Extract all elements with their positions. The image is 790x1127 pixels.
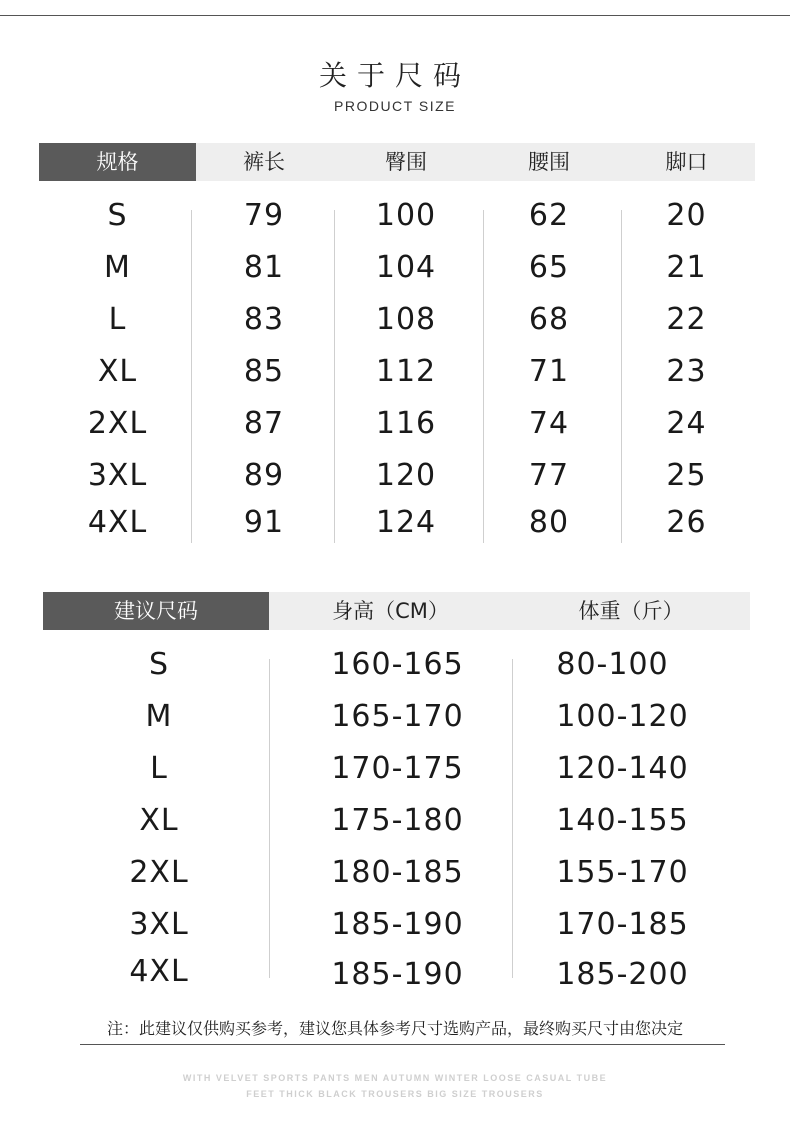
length-cell: 89 <box>243 458 285 493</box>
hip-cell: 116 <box>375 406 437 441</box>
height-col-header: 身高（CM） <box>332 599 449 623</box>
waist-cell: 68 <box>528 302 570 337</box>
size-table-header <box>39 143 755 181</box>
hem-cell: 24 <box>666 406 707 441</box>
page-subtitle: PRODUCT SIZE <box>334 98 456 114</box>
hem-cell: 26 <box>666 505 707 540</box>
weight-cell: 80-100 <box>556 647 669 682</box>
size-cell: XL <box>97 354 138 389</box>
recommend-size-cell: 3XL <box>129 907 189 942</box>
size-cell: L <box>108 302 127 337</box>
length-cell: 83 <box>243 302 285 337</box>
size-col-header: 规格 <box>39 143 196 181</box>
height-cell: 175-180 <box>331 803 464 838</box>
waist-cell: 71 <box>528 354 570 389</box>
hem-cell: 25 <box>666 458 707 493</box>
table-row <box>39 456 755 496</box>
table-row <box>39 352 755 392</box>
weight-cell: 155-170 <box>556 855 689 890</box>
footer-line-1: WITH VELVET SPORTS PANTS MEN AUTUMN WINTER LOOSE CASUAL TUBE <box>182 1073 608 1083</box>
size-note: 注：此建议仅供购买参考，建议您具体参考尺寸选购产品，最终购买尺寸由您决定 <box>106 1019 683 1038</box>
table-row <box>43 801 750 841</box>
size-cell: M <box>104 250 131 285</box>
waist-cell: 65 <box>528 250 570 285</box>
table-row <box>43 697 750 737</box>
recommend-size-cell: L <box>150 751 168 786</box>
length-col-header: 裤长 <box>243 150 285 174</box>
recommend-size-cell: S <box>148 647 170 682</box>
recommend-size-col-header: 建议尺码 <box>43 592 269 630</box>
table-row <box>39 404 755 444</box>
hip-cell: 100 <box>375 198 437 233</box>
waist-cell: 80 <box>528 505 570 540</box>
table-row <box>39 300 755 340</box>
hem-cell: 23 <box>666 354 707 389</box>
hip-cell: 104 <box>375 250 437 285</box>
table-row <box>43 952 750 992</box>
recommend-size-cell: 4XL <box>129 954 189 989</box>
recommend-table-header <box>43 592 750 630</box>
table-row <box>43 749 750 789</box>
hip-col-header: 臀围 <box>385 150 427 174</box>
top-divider <box>0 15 790 16</box>
length-cell: 87 <box>243 406 285 441</box>
recommend-size-cell: XL <box>139 803 179 838</box>
recommend-size-cell: M <box>145 699 173 734</box>
weight-col-header: 体重（斤） <box>578 599 684 623</box>
hip-cell: 112 <box>375 354 437 389</box>
page-title: 关于尺码 <box>318 59 471 92</box>
size-cell: 3XL <box>87 458 148 493</box>
height-cell: 185-190 <box>331 907 464 942</box>
height-cell: 180-185 <box>331 855 464 890</box>
hip-cell: 120 <box>375 458 437 493</box>
table-row <box>39 503 755 543</box>
table-row <box>43 853 750 893</box>
table-row <box>39 248 755 288</box>
footer-line-2: FEET THICK BLACK TROUSERS BIG SIZE TROUSERS <box>246 1089 544 1099</box>
note-underline <box>80 1044 725 1045</box>
size-cell: S <box>107 198 128 233</box>
height-cell: 170-175 <box>331 751 464 786</box>
height-cell: 165-170 <box>331 699 464 734</box>
hip-cell: 108 <box>375 302 437 337</box>
hem-cell: 20 <box>666 198 707 233</box>
hem-cell: 22 <box>666 302 707 337</box>
waist-cell: 62 <box>528 198 570 233</box>
hip-cell: 124 <box>375 505 437 540</box>
table-row <box>43 905 750 945</box>
table-row <box>43 645 750 685</box>
waist-cell: 74 <box>528 406 570 441</box>
waist-cell: 77 <box>528 458 570 493</box>
length-cell: 79 <box>243 198 285 233</box>
height-cell: 185-190 <box>331 957 464 992</box>
length-cell: 85 <box>243 354 285 389</box>
waist-col-header: 腰围 <box>528 150 570 174</box>
weight-cell: 170-185 <box>556 907 689 942</box>
weight-cell: 120-140 <box>556 751 689 786</box>
table-row <box>39 196 755 236</box>
hem-col-header: 脚口 <box>665 150 708 174</box>
weight-cell: 100-120 <box>556 699 689 734</box>
weight-cell: 140-155 <box>556 803 689 838</box>
hem-cell: 21 <box>666 250 707 285</box>
size-cell: 4XL <box>87 505 148 540</box>
height-cell: 160-165 <box>331 647 464 682</box>
length-cell: 91 <box>243 505 285 540</box>
length-cell: 81 <box>243 250 285 285</box>
weight-cell: 185-200 <box>556 957 689 992</box>
recommend-size-cell: 2XL <box>129 855 189 890</box>
size-cell: 2XL <box>87 406 148 441</box>
